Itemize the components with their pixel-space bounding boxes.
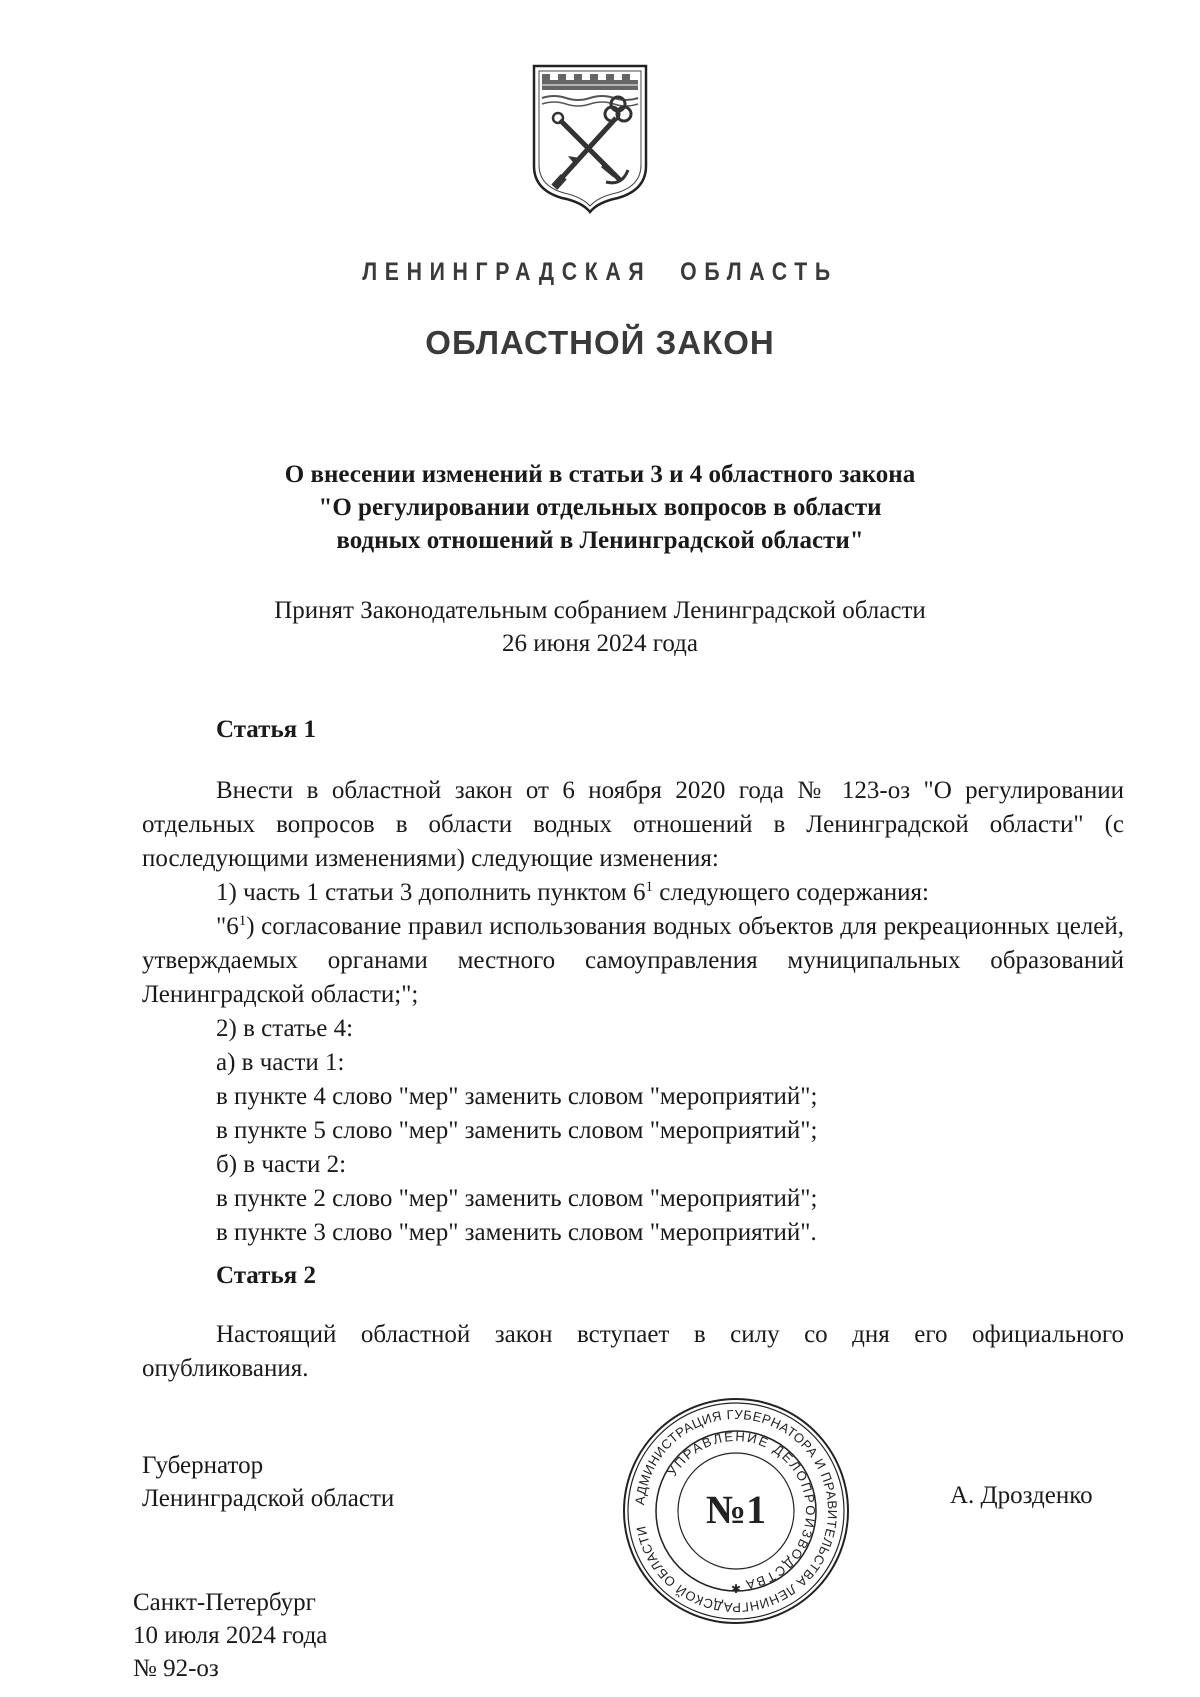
- quote-text: ) согласование правил использования водных объектов для рекреационных целей, утверждаемых органами местного самоуправления муниципальных образований Ленинградской области;";: [142, 913, 1124, 1008]
- item-1-text-end: следующего содержания:: [653, 879, 929, 906]
- article-1-item-2a-line-2: в пункте 5 слово "мер" заменить словом "мероприятий";: [216, 1117, 818, 1144]
- article-1-quote: [142, 910, 1124, 1012]
- signing-city: Санкт-Петербург: [133, 1589, 316, 1616]
- article-1-item-2b-line-2: в пункте 3 слово "мер" заменить словом "мероприятий".: [216, 1219, 817, 1246]
- stamp-number: №1: [705, 1487, 767, 1532]
- article-1-heading: Статья 1: [216, 716, 316, 743]
- region-heading: [90, 258, 1110, 287]
- document-footer: [133, 1586, 327, 1685]
- article-2-body: [142, 1318, 1124, 1386]
- adoption-info: [150, 594, 1050, 660]
- signatory-position: [142, 1449, 394, 1515]
- article-1-item-2b: б) в части 2:: [216, 1151, 347, 1178]
- article-1-item-2: 2) в статье 4:: [216, 1015, 354, 1042]
- article-2-heading: Статья 2: [216, 1262, 316, 1289]
- article-1-item-1: [142, 876, 1124, 910]
- adoption-date: 26 июня 2024 года: [502, 630, 698, 657]
- article-1-item-2a: а) в части 1:: [216, 1049, 345, 1076]
- region-word-2: ОБЛАСТЬ: [680, 258, 838, 286]
- item-1-superscript: 1: [645, 879, 653, 895]
- coat-of-arms-icon: [528, 62, 652, 214]
- signatory-name: А. Дрозденко: [950, 1482, 1093, 1509]
- item-1-text: 1) часть 1 статьи 3 дополнить пунктом 6: [216, 879, 646, 906]
- official-stamp: [620, 1395, 852, 1627]
- quote-superscript: 1: [238, 913, 247, 929]
- document-type: ОБЛАСТНОЙ ЗАКОН: [425, 324, 775, 361]
- signing-date: 10 июля 2024 года: [133, 1622, 328, 1649]
- law-number: № 92-оз: [133, 1655, 219, 1682]
- region-word-1: ЛЕНИНГРАДСКАЯ: [362, 258, 652, 286]
- signatory-position-line-2: Ленинградской области: [142, 1485, 395, 1512]
- law-title: [150, 458, 1050, 557]
- article-1-intro: Внести в областной закон от 6 ноября 2020 года № 123-оз "О регулировании отдельных вопросов в области водных отношений в Ленинградской области" (с последующими изменениями) следующие изменения:: [142, 777, 1124, 872]
- signatory-position-line-1: Губернатор: [142, 1452, 264, 1479]
- law-title-line-3: водных отношений в Ленинградской области": [336, 527, 864, 554]
- adoption-line-1: Принят Законодательным собранием Ленинградской области: [274, 597, 926, 624]
- article-1-item-2b-line-1: в пункте 2 слово "мер" заменить словом "мероприятий";: [216, 1185, 818, 1212]
- stamp-ring-text: АДМИНИСТРАЦИЯ ГУБЕРНАТОРА И ПРАВИТЕЛЬСТВА ЛЕНИНГРАДСКОЙ ОБЛАСТИ: [632, 1406, 841, 1616]
- quote-open: "6: [216, 913, 239, 940]
- article-2-text: Настоящий областной закон вступает в силу со дня его официального опубликования.: [142, 1321, 1124, 1382]
- stamp-inner-text: УПРАВЛЕНИЕ ДЕЛОПРОИЗВОДСТВА: [664, 1428, 819, 1593]
- star-icon: ✱: [730, 1582, 742, 1596]
- article-1-body: [142, 774, 1124, 1250]
- law-title-line-1: О внесении изменений в статьи 3 и 4 областного закона: [284, 461, 916, 488]
- article-1-item-2a-line-1: в пункте 4 слово "мер" заменить словом "мероприятий";: [216, 1083, 818, 1110]
- law-title-line-2: "О регулировании отдельных вопросов в области: [318, 494, 882, 521]
